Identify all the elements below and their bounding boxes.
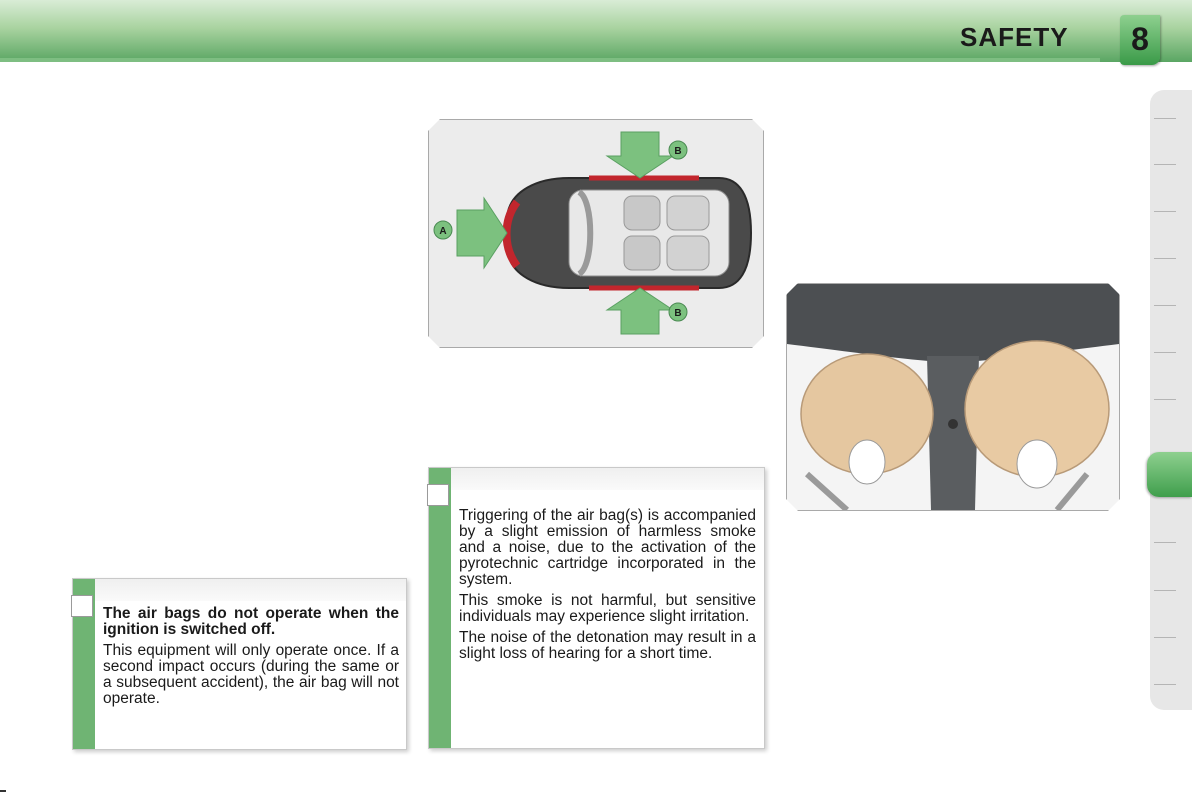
seat-shape <box>667 196 709 230</box>
side-tab-divider <box>1154 305 1176 306</box>
page-corner-mark <box>0 790 6 792</box>
side-tab-divider <box>1154 258 1176 259</box>
seat-shape <box>667 236 709 270</box>
header-divider <box>0 58 1100 62</box>
arrow-b-bottom <box>607 288 673 334</box>
side-tab-divider <box>1154 118 1176 119</box>
chapter-side-tabs[interactable] <box>1150 90 1192 710</box>
section-title: SAFETY <box>960 22 1069 52</box>
note-box-triggering <box>428 467 765 749</box>
note-body: This equipment will only operate once. If a second impact occurs (during the same or a subsequent accident), the air bag will not operate. <box>103 642 399 707</box>
side-tab-active[interactable] <box>1147 452 1192 497</box>
side-tab-divider <box>1154 542 1176 543</box>
note-header-strip <box>429 468 764 490</box>
side-tab-divider <box>1154 352 1176 353</box>
note-paragraph: The noise of the detonation may result in a slight loss of hearing for a short time. <box>459 629 756 662</box>
chapter-number: 8 <box>1131 21 1149 57</box>
label-b-bottom: B <box>674 308 682 319</box>
side-tab-divider <box>1154 399 1176 400</box>
note-text <box>103 606 399 712</box>
arrow-a <box>457 198 507 268</box>
note-heading: The air bags do not operate when the ignition is switched off. <box>103 605 399 638</box>
console-knob <box>948 419 958 429</box>
side-tab-divider <box>1154 637 1176 638</box>
label-a: A <box>439 226 447 237</box>
occupant-head-right <box>1017 440 1057 488</box>
side-tab-divider <box>1154 590 1176 591</box>
occupant-head-left <box>849 440 885 484</box>
note-marker <box>427 484 449 506</box>
note-box-ignition <box>72 578 407 750</box>
note-text <box>459 508 756 667</box>
deployed-airbag-illustration <box>786 283 1120 511</box>
side-tab-divider <box>1154 211 1176 212</box>
seat-shape <box>624 236 660 270</box>
note-marker <box>71 595 93 617</box>
note-paragraph: Triggering of the air bag(s) is accompanied by a slight emission of harmless smoke and a noise, due to the activation of the pyrotechnic cartridge incorporated in the system. <box>459 507 756 588</box>
note-paragraph: This smoke is not harmful, but sensitive individuals may experience slight irritation. <box>459 592 756 625</box>
chapter-tab[interactable] <box>1120 15 1160 65</box>
note-header-strip <box>73 579 406 601</box>
arrow-b-top <box>607 132 673 178</box>
car-impact-diagram <box>428 119 764 348</box>
side-tab-divider <box>1154 684 1176 685</box>
seat-shape <box>624 196 660 230</box>
label-b-top: B <box>674 146 682 157</box>
note-accent-bar <box>429 468 451 748</box>
side-tab-divider <box>1154 164 1176 165</box>
